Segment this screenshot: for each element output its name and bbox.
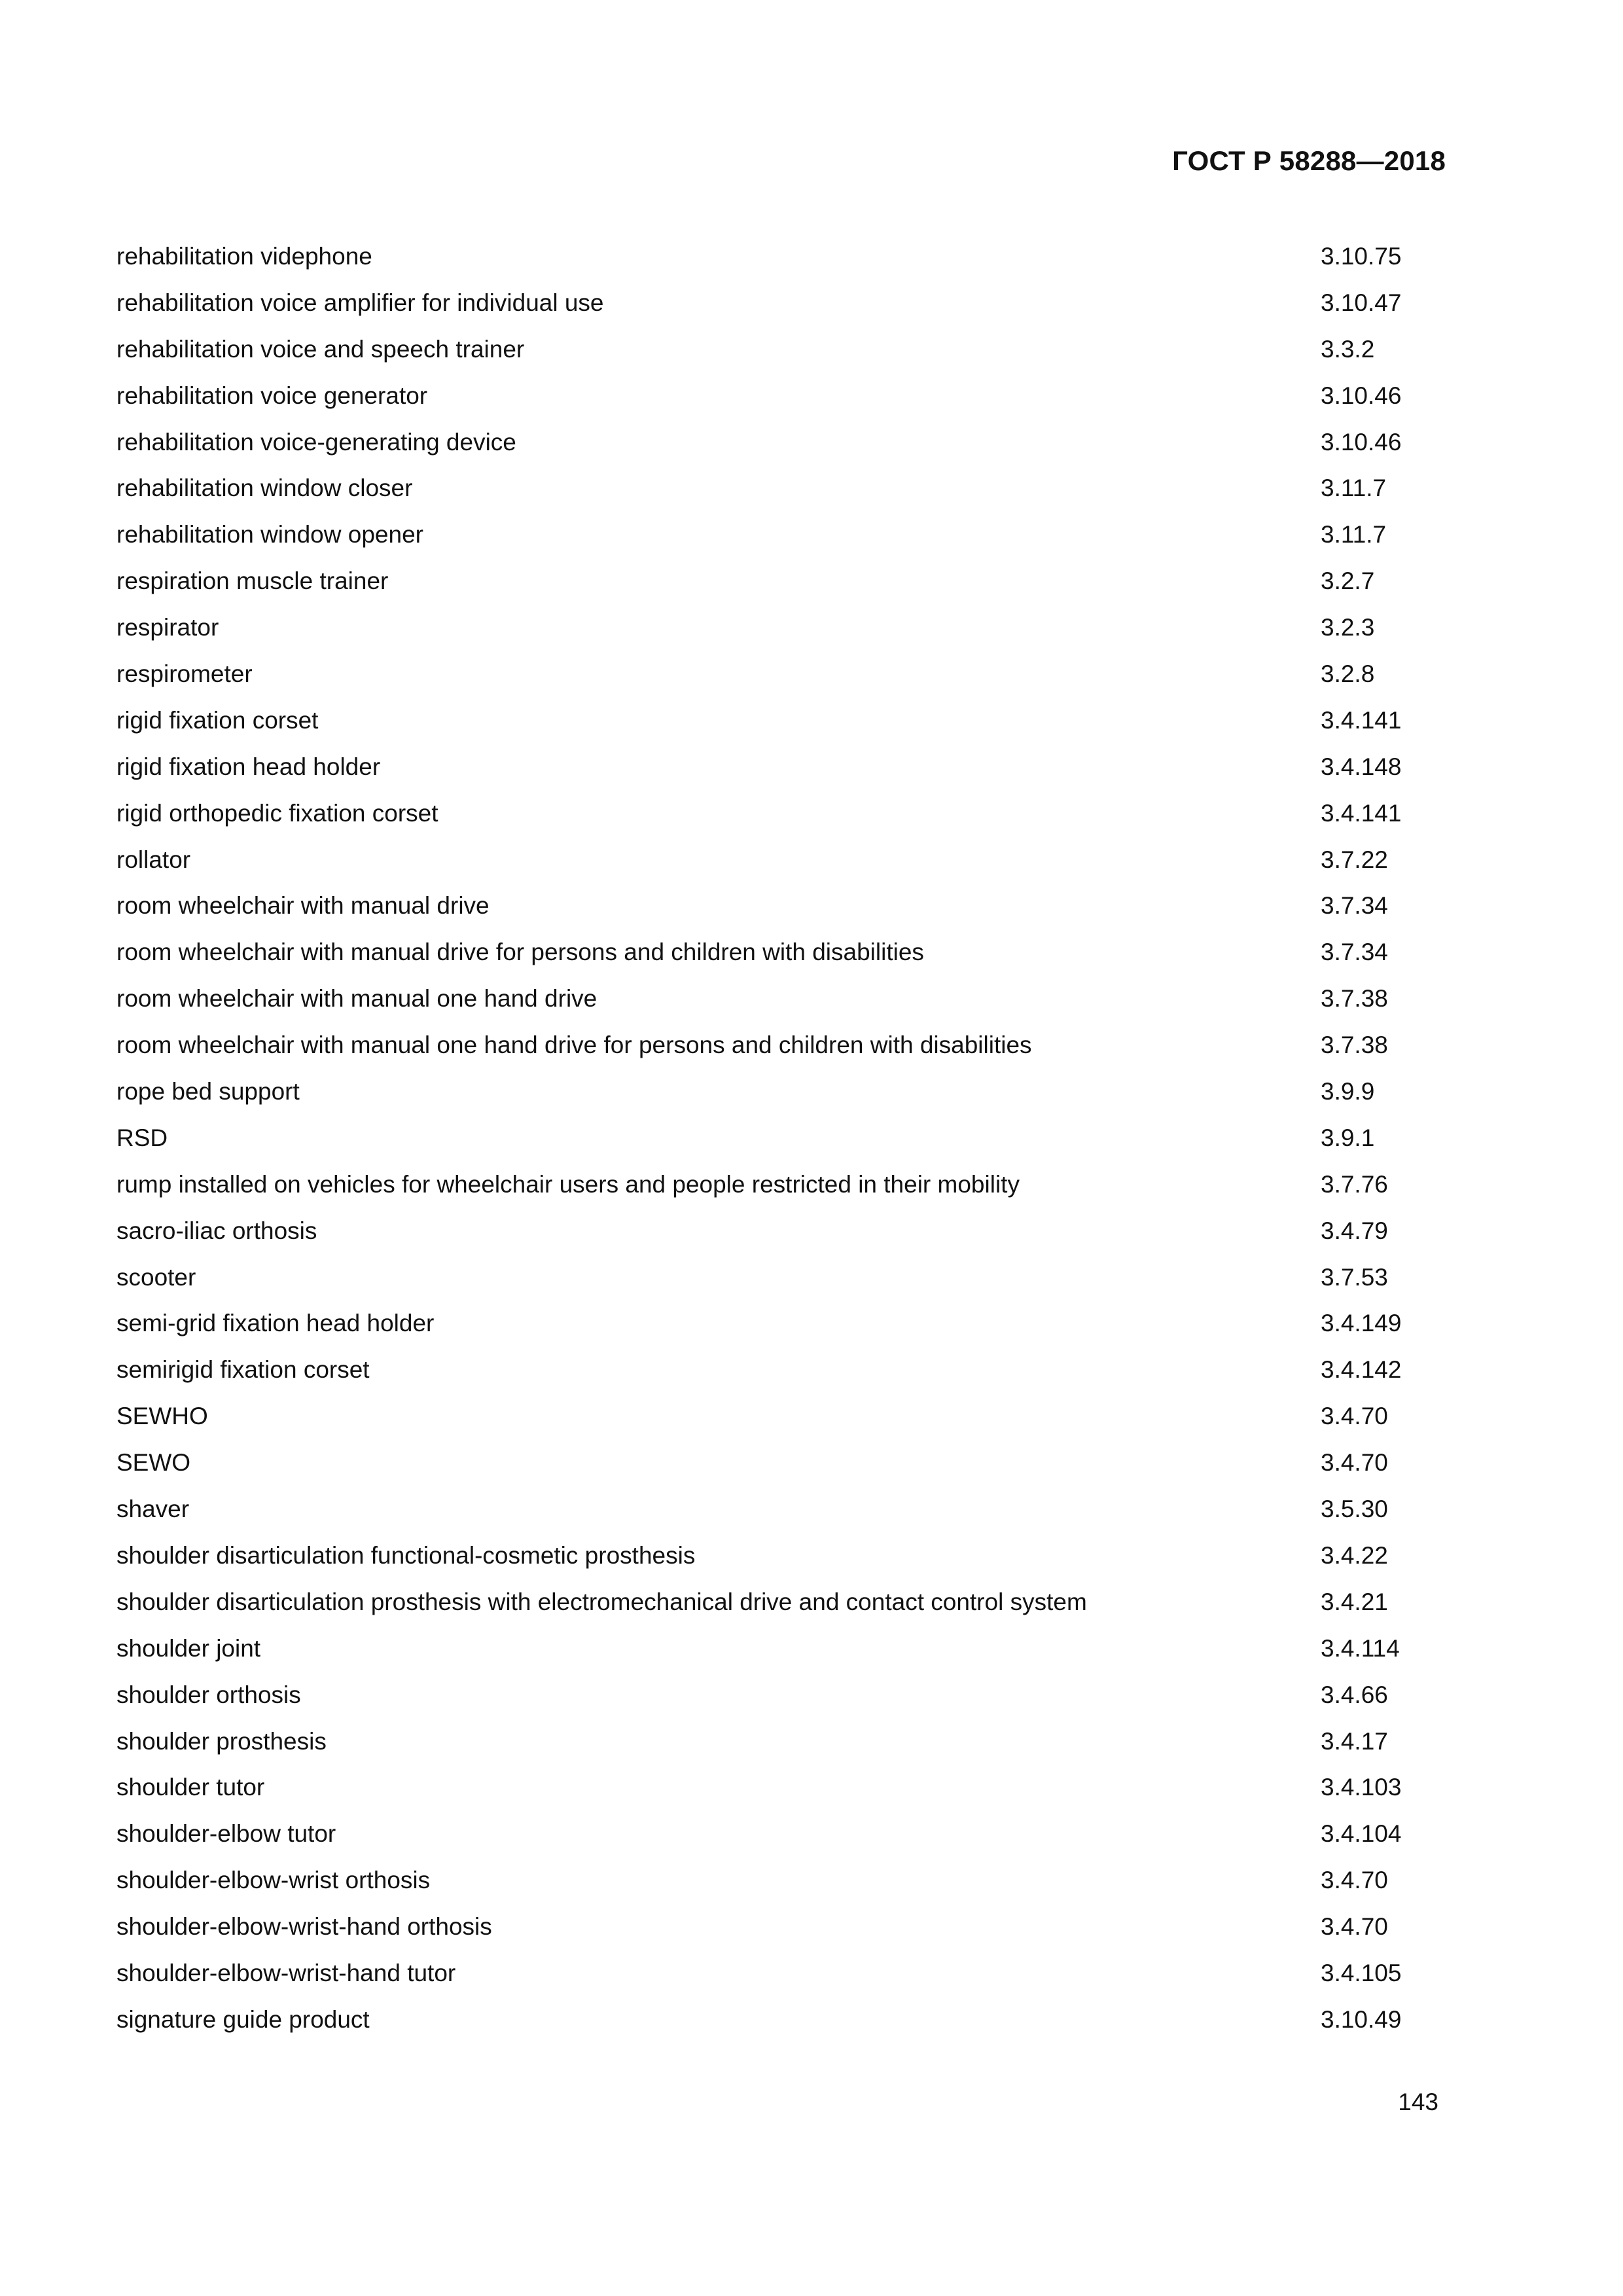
index-term: shaver [116,1496,190,1523]
index-entry [116,332,1438,379]
index-reference: 3.3.2 [1321,335,1375,363]
index-entry [116,843,1438,889]
index-entry [116,889,1438,935]
index-term: rehabilitation voice and speech trainer [116,335,525,363]
index-term: scooter [116,1263,196,1291]
index-reference: 3.10.46 [1321,382,1402,409]
index-entry [116,1678,1438,1725]
index-term: shoulder joint [116,1634,261,1662]
index-reference: 3.2.8 [1321,660,1375,688]
index-reference: 3.9.1 [1321,1124,1375,1151]
index-term: shoulder disarticulation prosthesis with electromechanical drive and contact control system [116,1588,1087,1615]
index-reference: 3.2.3 [1321,614,1375,641]
index-reference: 3.4.148 [1321,753,1402,780]
index-reference: 3.4.22 [1321,1541,1388,1569]
index-entry [116,1399,1438,1446]
index-reference: 3.2.7 [1321,567,1375,595]
index-entry [116,1121,1438,1168]
index-entry [116,286,1438,332]
index-term: respirator [116,614,219,641]
index-term: respirometer [116,660,253,688]
index-entry [116,750,1438,797]
index-reference: 3.7.22 [1321,846,1388,873]
index-entry [116,471,1438,518]
index-reference: 3.10.49 [1321,2005,1402,2033]
index-term: RSD [116,1124,168,1151]
index-entry [116,1817,1438,1863]
index-entry [116,1306,1438,1353]
index-entry [116,704,1438,750]
index-term: rollator [116,846,191,873]
index-term: shoulder-elbow-wrist-hand tutor [116,1959,456,1986]
index-term: shoulder prosthesis [116,1727,327,1755]
index-reference: 3.4.114 [1321,1634,1400,1662]
index-reference: 3.4.70 [1321,1867,1388,1894]
document-code-header: ГОСТ Р 58288—2018 [1172,145,1446,176]
index-reference: 3.4.105 [1321,1959,1402,1986]
index-reference: 3.4.141 [1321,799,1402,827]
index-entry [116,611,1438,657]
index-term: room wheelchair with manual one hand drive for persons and children with disabilities [116,1031,1032,1059]
index-entry [116,657,1438,704]
index-entry [116,1168,1438,1214]
index-reference: 3.11.7 [1321,521,1387,548]
index-reference: 3.10.46 [1321,428,1402,456]
index-term: rope bed support [116,1078,300,1105]
index-entry [116,797,1438,843]
index-term: shoulder-elbow-wrist-hand orthosis [116,1913,492,1941]
index-reference: 3.4.70 [1321,1913,1388,1941]
index-term: rigid fixation head holder [116,753,381,780]
index-entry [116,1770,1438,1817]
index-reference: 3.4.142 [1321,1356,1402,1384]
index-entry [116,1353,1438,1399]
index-reference: 3.5.30 [1321,1496,1388,1523]
index-reference: 3.7.34 [1321,892,1388,920]
index-term: respiration muscle trainer [116,567,389,595]
index-term: rigid orthopedic fixation corset [116,799,438,827]
index-term: semi-grid fixation head holder [116,1310,435,1337]
index-entry [116,1028,1438,1075]
index-entry [116,379,1438,425]
index-term: rigid fixation corset [116,706,319,734]
index-term: shoulder-elbow-wrist orthosis [116,1867,431,1894]
index-term: rehabilitation voice-generating device [116,428,516,456]
index-entry [116,1863,1438,1910]
index-reference: 3.4.17 [1321,1727,1388,1755]
index-term: sacro-iliac orthosis [116,1217,317,1244]
index-entry [116,425,1438,472]
index-entry [116,1585,1438,1632]
index-entry [116,518,1438,564]
index-term: rump installed on vehicles for wheelchair users and people restricted in their mobility [116,1170,1020,1198]
index-term: rehabilitation voice generator [116,382,428,409]
index-entry [116,1214,1438,1261]
index-reference: 3.4.79 [1321,1217,1388,1244]
index-term: room wheelchair with manual drive [116,892,490,920]
index-reference: 3.4.21 [1321,1588,1388,1615]
index-reference: 3.4.141 [1321,706,1402,734]
index-entry [116,1539,1438,1585]
index-entry [116,1261,1438,1307]
index-reference: 3.4.103 [1321,1774,1402,1801]
index-reference: 3.11.7 [1321,475,1387,502]
index-reference: 3.7.76 [1321,1170,1388,1198]
index-term: shoulder orthosis [116,1681,301,1708]
index-reference: 3.7.34 [1321,939,1388,966]
index-entry [116,1492,1438,1539]
index-reference: 3.4.149 [1321,1310,1402,1337]
index-reference: 3.7.38 [1321,985,1388,1013]
index-entry [116,1075,1438,1121]
index-entry [116,1446,1438,1492]
index-reference: 3.4.70 [1321,1403,1388,1430]
index-term: rehabilitation videphone [116,243,372,270]
index-reference: 3.4.70 [1321,1449,1388,1477]
index-term: room wheelchair with manual drive for persons and children with disabilities [116,939,924,966]
index-entry [116,2003,1438,2049]
index-reference: 3.4.104 [1321,1820,1402,1848]
index-entry [116,982,1438,1028]
index-entry [116,240,1438,286]
index-reference: 3.10.47 [1321,289,1402,316]
page-number: 143 [1398,2089,1438,2115]
index-term: SEWHO [116,1403,208,1430]
index-term: shoulder tutor [116,1774,265,1801]
index-term: rehabilitation voice amplifier for individual use [116,289,604,316]
index-entry [116,1632,1438,1678]
index-reference: 3.10.75 [1321,243,1402,270]
index-reference: 3.9.9 [1321,1078,1375,1105]
index-term: SEWO [116,1449,191,1477]
index-entry [116,564,1438,611]
index-entry [116,1725,1438,1771]
index-term: rehabilitation window opener [116,521,423,548]
index-term: semirigid fixation corset [116,1356,370,1384]
index-term: shoulder disarticulation functional-cosmetic prosthesis [116,1541,696,1569]
term-index-list [116,240,1438,2049]
index-term: room wheelchair with manual one hand drive [116,985,597,1013]
index-entry [116,1956,1438,2003]
index-term: shoulder-elbow tutor [116,1820,336,1848]
index-entry [116,935,1438,982]
index-term: signature guide product [116,2005,370,2033]
index-term: rehabilitation window closer [116,475,413,502]
index-reference: 3.4.66 [1321,1681,1388,1708]
index-reference: 3.7.53 [1321,1263,1388,1291]
index-reference: 3.7.38 [1321,1031,1388,1059]
index-entry [116,1910,1438,1956]
